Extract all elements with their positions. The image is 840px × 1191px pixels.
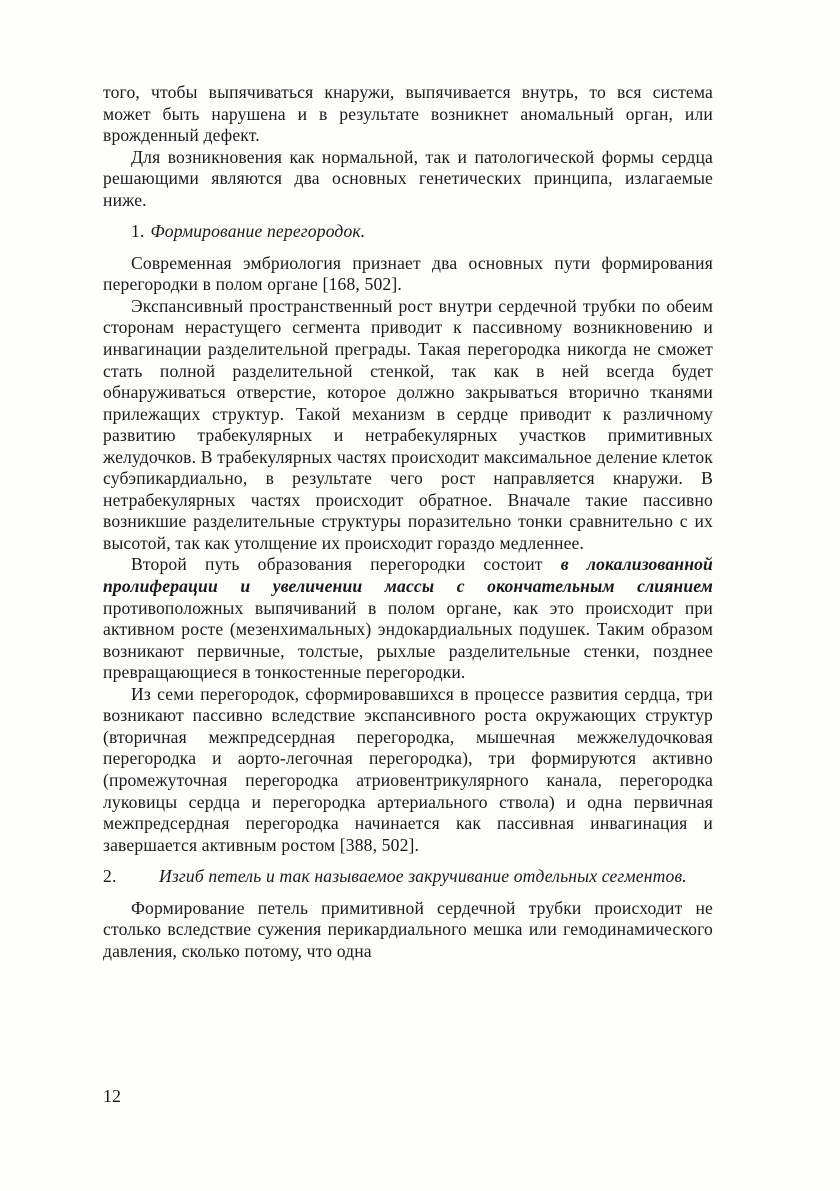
body-text: [103, 82, 713, 962]
paragraph-second-way-start: Второй путь образования перегородки состоит: [131, 554, 561, 575]
paragraph-seven-septa: Из семи перегородок, сформировавшихся в процессе развития сердца, три возникают пассивно вследствие экспансивного роста окружающих структур (вторичная межпредсердная перегородка, мышечная межжелудочковая перегородка и аорто-легочная перегородка), три формируются активно (промежуточная перегородка атриовентрикулярного канала, перегородка луковицы сердца и перегородка артериального ствола) и одна первичная межпредсердная перегородка начинается как пассивная инвагинация и завершается активным ростом [388, 502].: [103, 683, 713, 855]
section-heading-1: [103, 221, 713, 243]
page-number: 12: [103, 1086, 121, 1106]
section-number-1: 1.: [131, 221, 145, 242]
paragraph-two-ways: Современная эмбриология признает два основных пути формирования перегородки в полом органе [168, 502].: [103, 252, 713, 295]
paragraph-second-way: [103, 554, 713, 683]
paragraph-genetic-principles: Для возникновения как нормальной, так и патологической формы сердца решающими являются два основных генетических принципа, излагаемые ниже.: [103, 146, 713, 210]
paragraph-second-way-end: противоположных выпячиваний в полом органе, как это происходит при активном росте (мезенхимальных) эндокардиальных подушек. Таким образом возникают первичные, толстые, рыхлые разделительные стенки, позднее превращающиеся в тонкостенные перегородки.: [103, 597, 713, 683]
paragraph-second-way-emphasis: в локализованной пролиферации и увеличении массы с окончательным слиянием: [103, 554, 713, 597]
section-number-2: 2.: [103, 866, 117, 887]
paragraph-expansive-growth: Экспансивный пространственный рост внутри сердечной трубки по обеим сторонам нерастущего сегмента приводит к пассивному возникновению и инвагинации разделительной преграды. Такая перегородка никогда не сможет стать полной разделительной стенкой, так как в ней всегда будет обнаруживаться отверстие, которое должно закрываться вторично тканями прилежащих структур. Такой механизм в сердце приводит к различному развитию трабекулярных и нетрабекулярных участков примитивных желудочков. В трабекулярных частях происходит максимальное деление клеток субэпикардиально, в результате чего рост направляется кнаружи. В нетрабекулярных частях происходит обратное. Вначале такие пассивно возникшие разделительные структуры поразительно тонки сравнительно с их высотой, так как утолщение их происходит гораздо медленнее.: [103, 295, 713, 553]
section-heading-2: [103, 866, 713, 888]
paragraph-continuation: того, чтобы выпячиваться кнаружи, выпячивается внутрь, то вся система может быть нарушена и в результате возникнет аномальный орган, или врожденный дефект.: [103, 82, 713, 146]
section-title-2: Изгиб петель и так называемое закручивание отдельных сегментов.: [159, 866, 687, 887]
paragraph-loop-formation: Формирование петель примитивной сердечной трубки происходит не столько вследствие сужения перикардиального мешка или гемодинамического давления, сколько потому, что одна: [103, 897, 713, 961]
section-title-1: Формирование перегородок.: [150, 221, 366, 242]
